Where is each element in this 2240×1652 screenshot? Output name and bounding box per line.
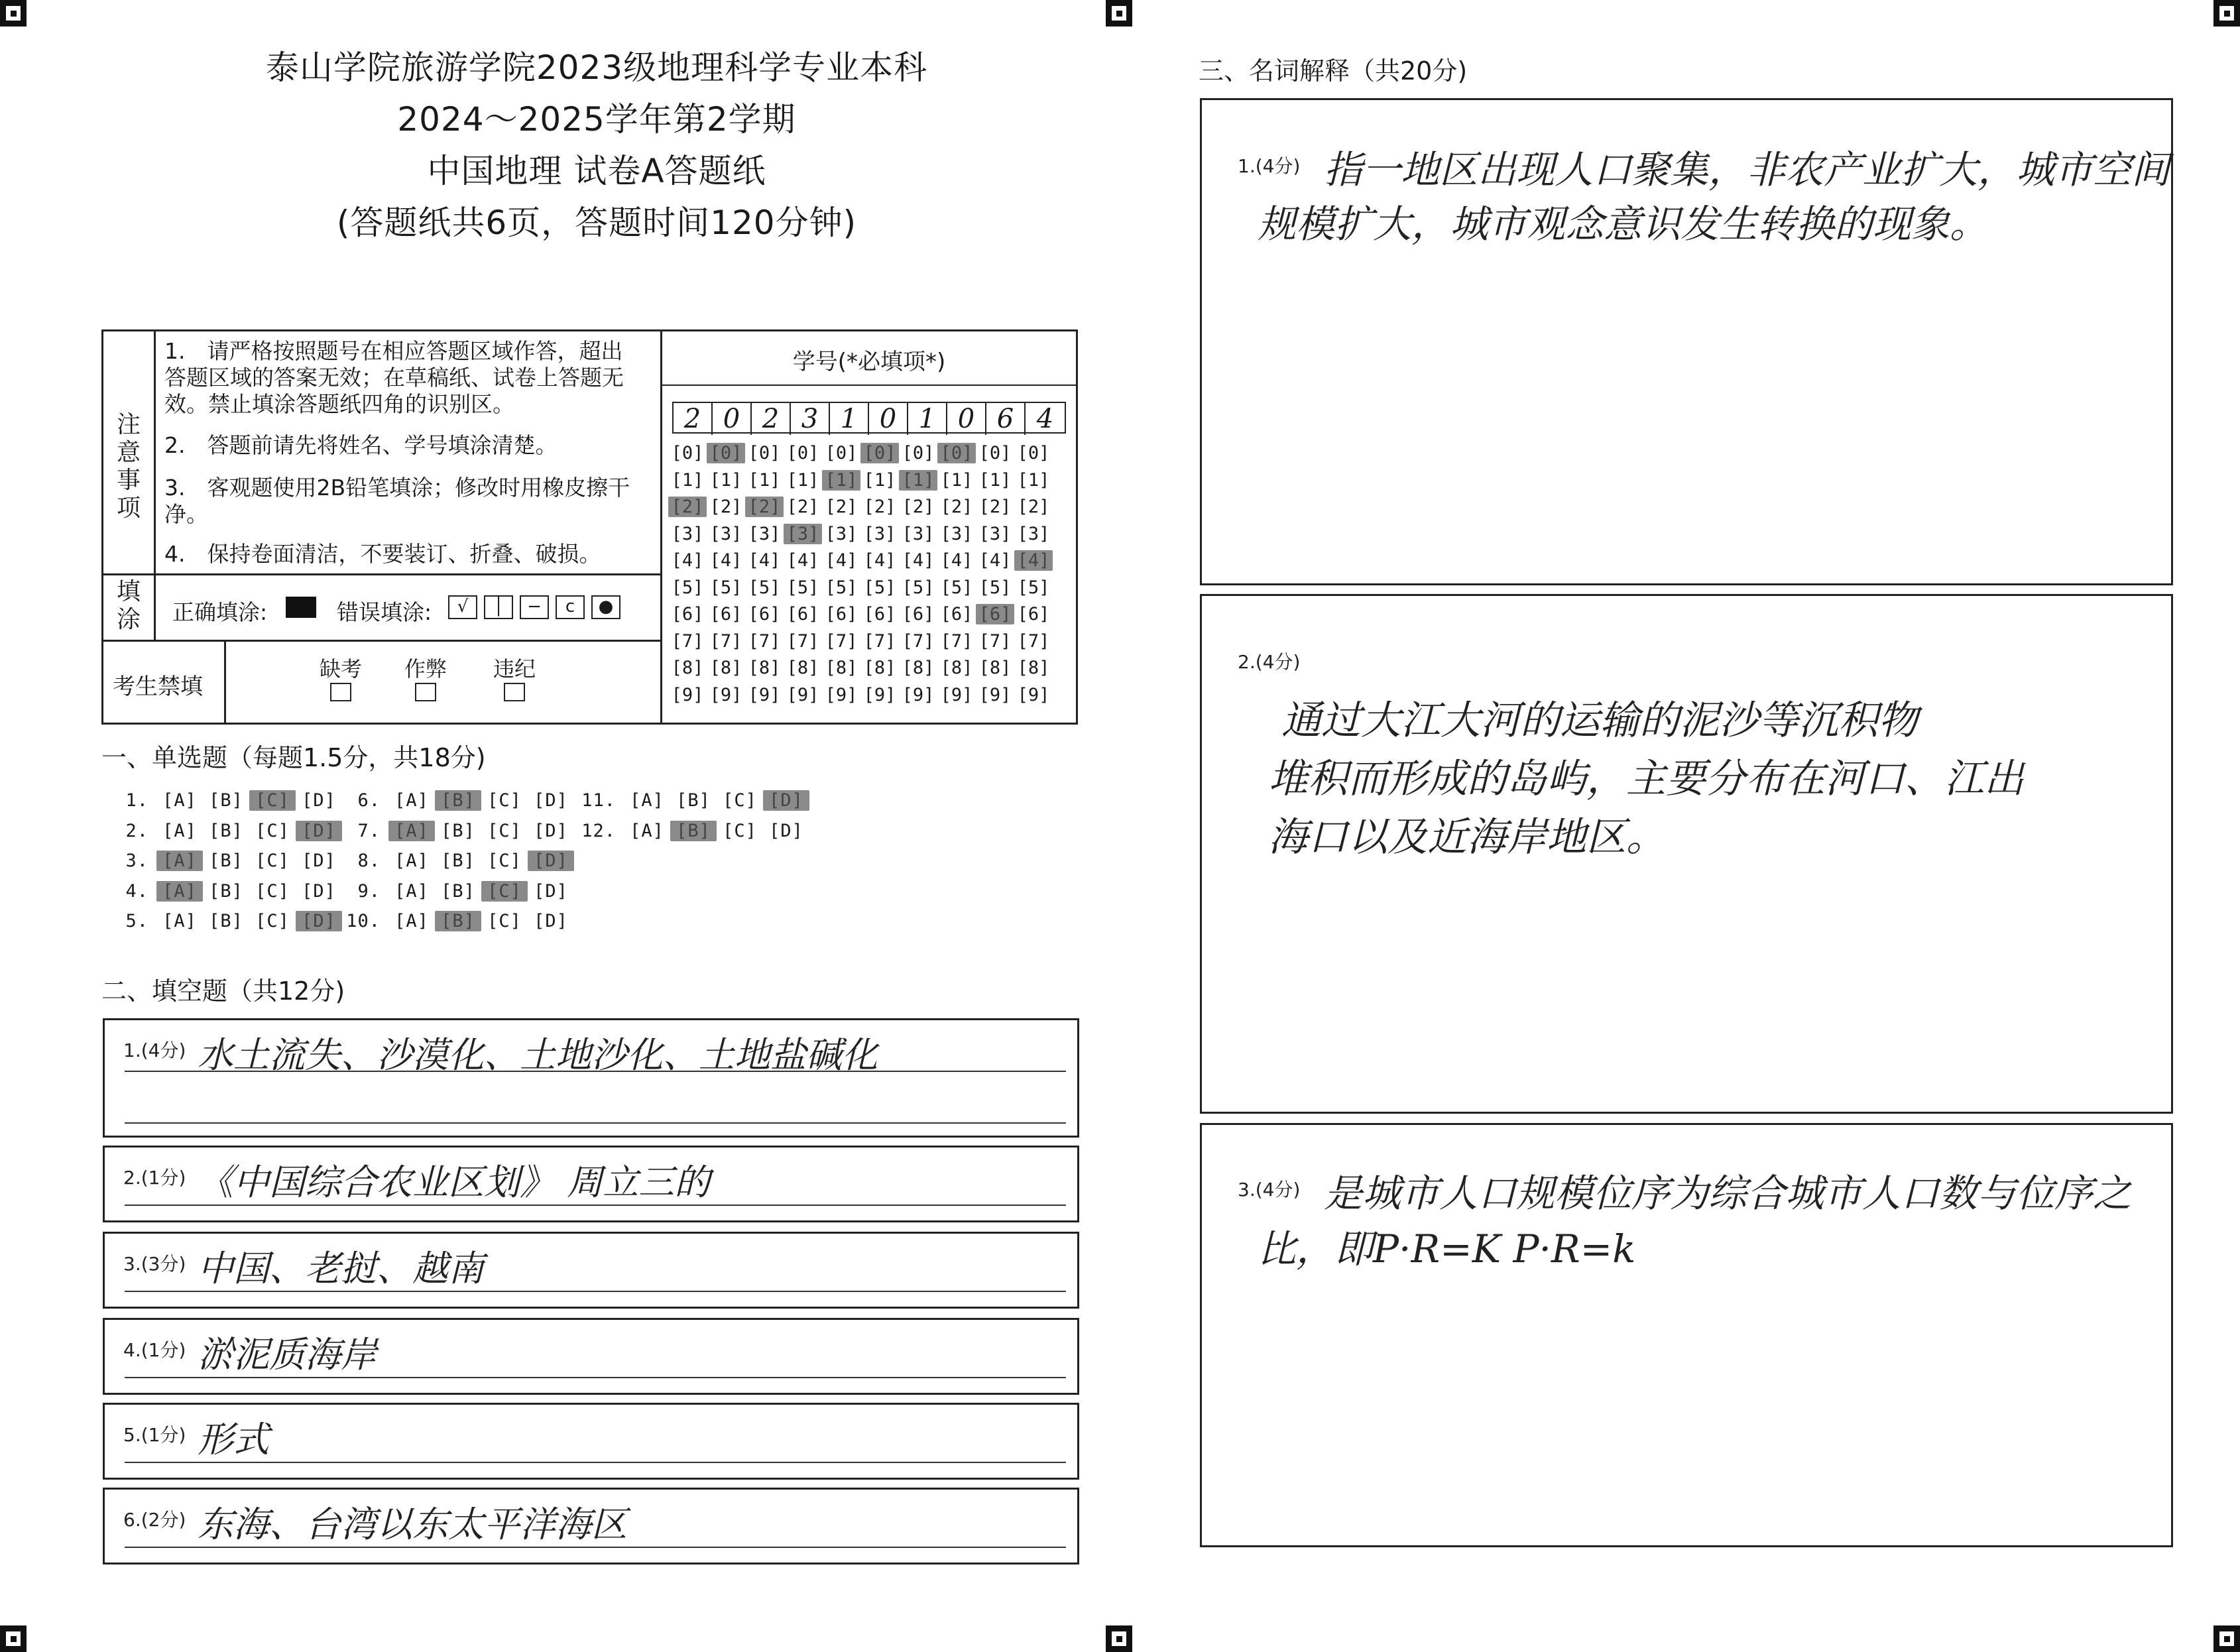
term-answer-label-1: 1.(4分) [1238,155,1301,177]
choice-question [113,881,342,902]
choice-option-c[interactable]: [C] [249,790,296,811]
choice-option-a[interactable]: [A] [394,880,429,902]
student-id-digit: 0 [947,403,986,435]
choice-option-a[interactable]: [A] [630,790,664,811]
choice-question-number: 1. [125,790,148,811]
choice-option-d[interactable]: [D] [296,911,342,931]
choice-question-number: 5. [125,911,148,931]
choice-option-b[interactable]: [B] [209,911,243,931]
fill-correct-sample [286,597,316,618]
student-id-bubble[interactable]: [2] [709,497,742,517]
student-id-bubble[interactable]: [9] [1017,684,1050,705]
student-id-bubble[interactable]: [4] [863,550,896,571]
term-answer-box-3[interactable] [1200,1123,2173,1547]
choice-question [113,790,342,811]
student-id-bubble[interactable]: [7] [863,630,896,652]
student-id-bubble[interactable]: [3] [940,523,973,544]
choice-option-a[interactable]: [A] [156,881,203,902]
fill-answer-text: 《中国综合农业区划》 周立三的 [198,1161,711,1203]
student-id-bubble[interactable]: [0] [978,443,1012,463]
term-answer-box-1[interactable] [1200,98,2173,585]
student-id-digit: 2 [752,403,791,435]
choice-option-c[interactable]: [C] [255,820,290,841]
choice-option-d[interactable]: [D] [763,790,809,811]
student-id-bubble[interactable]: [2] [1017,497,1050,517]
student-id-bubble[interactable]: [0] [825,443,858,463]
choice-question [345,851,574,871]
notice-item-1: 1. 请严格按照题号在相应答题区域作答，超出答题区域的答案无效；在草稿纸、试卷上答题无效。禁止填涂答题纸四角的识别区。 [164,338,624,417]
student-id-bubble[interactable]: [1] [940,469,973,491]
corner-mark-bottom-middle [1106,1625,1132,1652]
student-id-bubble[interactable]: [6] [1017,604,1050,624]
student-id-bubble[interactable]: [0] [1017,443,1050,463]
student-id-digit: 1 [830,403,869,435]
choice-question-number: 4. [125,880,148,902]
student-id-title: 学号(*必填项*) [792,349,946,375]
student-id-bubble[interactable]: [3] [825,523,858,544]
corner-mark-top-middle [1106,0,1132,27]
student-id-bubble[interactable]: [6] [825,604,858,624]
fill-answer-text: 水土流失、沙漠化、土地沙化、土地盐碱化 [198,1034,878,1076]
student-id-bubble-row [668,443,1073,470]
choice-option-c[interactable]: [C] [487,911,522,931]
cheat-checkbox[interactable] [415,683,436,701]
choice-question [345,821,574,841]
student-id-bubble[interactable]: [6] [671,604,704,624]
student-id-bubble[interactable]: [1] [899,470,937,491]
choice-option-d[interactable]: [D] [769,820,803,841]
student-id-bubble-row [668,685,1073,712]
student-id-bubble[interactable]: [9] [978,684,1012,705]
choice-option-c[interactable]: [C] [255,851,290,871]
choice-option-a[interactable]: [A] [394,911,429,931]
violation-option[interactable] [488,652,541,704]
student-id-bubble[interactable]: [0] [786,443,819,463]
choice-option-a[interactable]: [A] [156,851,203,871]
student-id-bubble[interactable]: [0] [707,443,745,463]
student-id-digit: 0 [713,403,752,435]
choice-option-d[interactable]: [D] [534,911,568,931]
student-id-bubble[interactable]: [5] [748,577,781,598]
choice-option-a[interactable]: [A] [630,820,664,841]
header-school: 泰山学院旅游学院2023级地理科学专业本科 [265,48,928,87]
student-id-bubble[interactable]: [4] [1014,550,1053,571]
choice-option-c[interactable]: [C] [487,790,522,811]
fill-answer-box[interactable] [103,1318,1079,1395]
student-id-bubble[interactable]: [3] [709,523,742,544]
student-id-bubble[interactable]: [8] [863,658,896,678]
student-id-bubble[interactable]: [5] [825,577,858,598]
student-id-bubble[interactable]: [1] [709,469,742,491]
cheat-option[interactable] [399,652,452,704]
student-id-bubble-row [668,497,1073,524]
corner-mark-top-left [0,0,27,27]
fill-answer-label: 6.(2分) [123,1509,186,1531]
choice-option-a[interactable]: [A] [388,821,435,841]
student-id-bubble[interactable]: [8] [786,658,819,678]
term-answer-text-1a: 指一地区出现人口聚集，非农产业扩大，城市空间 [1324,147,2170,192]
choice-option-c[interactable]: [C] [487,851,522,871]
fill-answer-label: 4.(1分) [123,1339,186,1361]
student-id-digit: 2 [674,403,713,435]
choice-option-d[interactable]: [D] [302,880,336,902]
student-id-bubble-row [668,658,1073,685]
student-id-bubble[interactable]: [4] [671,550,704,571]
student-id-bubble-row [668,470,1073,497]
notice-label: 注意事项 [116,411,141,522]
absent-option[interactable] [314,652,367,704]
fill-answer-text: 东海、台湾以东太平洋海区 [198,1504,627,1545]
wrong-mark-dot: ● [591,595,620,619]
choice-question-number: 10. [346,911,381,931]
student-id-bubble[interactable]: [4] [786,550,819,571]
choice-option-b[interactable]: [B] [209,820,243,841]
choice-option-d[interactable]: [D] [534,820,568,841]
choice-option-a[interactable]: [A] [394,790,429,811]
student-id-bubble[interactable]: [5] [709,577,742,598]
student-id-bubble-row [668,550,1073,577]
fill-wrong-samples [448,595,620,619]
student-id-bubble[interactable]: [0] [860,443,899,463]
term-answer-box-2[interactable] [1200,594,2173,1114]
term-answer-text-3b: 比，即P·R=K P·R=k [1258,1226,1636,1271]
student-id-bubble[interactable]: [7] [671,630,704,652]
student-id-bubble[interactable]: [8] [709,658,742,678]
student-id-bubble[interactable]: [4] [748,550,781,571]
student-id-bubble[interactable]: [3] [1017,523,1050,544]
fill-label: 填涂 [116,578,141,633]
section3-title: 三、名词解释（共20分) [1199,56,1468,86]
choice-question-number: 9. [357,880,381,902]
student-id-bubble[interactable]: [2] [745,497,784,517]
student-id-bubble[interactable]: [9] [863,684,896,705]
student-id-digit: 6 [986,403,1026,435]
student-id-bubble[interactable]: [7] [902,630,935,652]
student-id-bubble[interactable]: [9] [825,684,858,705]
section2-title: 二、填空题（共12分) [101,976,345,1006]
info-block [101,329,1078,725]
student-id-bubble-row [668,631,1073,658]
student-id-bubble[interactable]: [1] [863,469,896,491]
choice-question [345,881,574,902]
choice-option-a[interactable]: [A] [394,851,429,871]
student-id-bubble[interactable]: [1] [1017,469,1050,491]
choice-option-d[interactable]: [D] [296,821,342,841]
student-id-bubble[interactable]: [7] [940,630,973,652]
student-id-bubble[interactable]: [5] [940,577,973,598]
fill-correct-label: 正确填涂: [172,599,268,625]
wrong-mark-dash: − [520,595,549,619]
student-id-bubble[interactable]: [9] [902,684,935,705]
student-id-bubble[interactable]: [2] [668,497,707,517]
student-id-bubble[interactable]: [3] [863,523,896,544]
student-id-bubble[interactable]: [7] [748,630,781,652]
student-id-bubble[interactable]: [9] [709,684,742,705]
absent-label: 缺考 [319,656,362,681]
fill-answer-label: 1.(4分) [123,1039,186,1061]
notice-item-4: 4. 保持卷面清洁，不要装订、折叠、破损。 [164,541,601,567]
exam-status-label: 考生禁填 [113,674,203,700]
student-id-bubble[interactable]: [9] [940,684,973,705]
student-id-bubble[interactable]: [7] [825,630,858,652]
term-answer-text-2b: 堆积而形成的岛屿，主要分布在河口、江出 [1268,756,2024,802]
student-id-bubble[interactable]: [8] [748,658,781,678]
student-id-bubble[interactable]: [6] [976,604,1014,624]
choice-option-b[interactable]: [B] [676,790,711,811]
corner-mark-bottom-left [0,1625,27,1652]
student-id-bubble[interactable]: [5] [978,577,1012,598]
choice-option-b[interactable]: [B] [209,880,243,902]
student-id-bubble[interactable]: [3] [902,523,935,544]
student-id-bubble[interactable]: [5] [863,577,896,598]
student-id-digits [672,402,1066,434]
student-id-bubble[interactable]: [5] [671,577,704,598]
choice-option-b[interactable]: [B] [441,880,475,902]
notice-item-2: 2. 答题前请先将姓名、学号填涂清楚。 [164,432,558,458]
student-id-bubble[interactable]: [4] [940,550,973,571]
student-id-bubble[interactable]: [4] [978,550,1012,571]
student-id-digit: 1 [908,403,947,435]
choice-option-d[interactable]: [D] [528,851,574,871]
student-id-bubble[interactable]: [7] [786,630,819,652]
student-id-bubble[interactable]: [8] [825,658,858,678]
term-answer-label-2: 2.(4分) [1238,651,1301,673]
student-id-bubble[interactable]: [4] [709,550,742,571]
wrong-mark-check: √ [448,595,477,619]
violation-label: 违纪 [493,656,536,681]
choice-question [345,911,574,931]
student-id-digit: 0 [869,403,908,435]
student-id-bubble[interactable]: [2] [978,497,1012,517]
choice-question-number: 11. [581,790,616,811]
student-id-bubble[interactable]: [8] [1017,658,1050,678]
choice-option-b[interactable]: [B] [441,851,475,871]
corner-mark-bottom-right [2213,1625,2240,1652]
student-id-bubble[interactable]: [7] [978,630,1012,652]
choice-option-b[interactable]: [B] [209,790,243,811]
student-id-bubbles[interactable] [668,443,1073,711]
choice-option-a[interactable]: [A] [162,820,197,841]
header-paper-title: 中国地理 试卷A答题纸 [427,152,766,190]
cheat-label: 作弊 [404,656,447,681]
student-id-bubble[interactable]: [6] [940,604,973,624]
student-id-bubble[interactable]: [6] [709,604,742,624]
choice-question [113,821,342,841]
choice-option-a[interactable]: [A] [162,911,197,931]
student-id-bubble[interactable]: [0] [748,443,781,463]
student-id-bubble[interactable]: [0] [671,443,704,463]
choice-option-b[interactable]: [B] [435,790,481,811]
choice-question [580,821,809,841]
choice-option-c[interactable]: [C] [723,820,757,841]
student-id-bubble[interactable]: [5] [786,577,819,598]
student-id-bubble[interactable]: [8] [978,658,1012,678]
student-id-bubble-row [668,577,1073,605]
fill-answer-box[interactable] [103,1488,1079,1564]
student-id-bubble[interactable]: [6] [863,604,896,624]
student-id-bubble[interactable]: [1] [671,469,704,491]
student-id-bubble[interactable]: [1] [978,469,1012,491]
fill-answer-box[interactable] [103,1232,1079,1309]
fill-answer-text: 形式 [198,1419,269,1460]
fill-answer-label: 5.(1分) [123,1424,186,1446]
student-id-bubble[interactable]: [1] [822,470,860,491]
choice-option-c[interactable]: [C] [481,881,528,902]
student-id-bubble[interactable]: [1] [786,469,819,491]
header-info: (答题纸共6页，答题时间120分钟) [336,204,857,242]
student-id-bubble[interactable]: [3] [748,523,781,544]
choice-question-number: 3. [125,851,148,871]
student-id-bubble[interactable]: [6] [902,604,935,624]
student-id-bubble[interactable]: [2] [902,497,935,517]
absent-checkbox[interactable] [330,683,351,701]
choice-option-d[interactable]: [D] [534,790,568,811]
student-id-bubble[interactable]: [8] [671,658,704,678]
student-id-digit: 3 [791,403,830,435]
fill-answer-text: 中国、老挝、越南 [198,1248,484,1289]
student-id-digit: 4 [1036,404,1054,434]
student-id-bubble[interactable]: [4] [825,550,858,571]
term-answer-label-3: 3.(4分) [1238,1179,1301,1201]
choice-question-number: 8. [357,851,381,871]
student-id-bubble[interactable]: [2] [940,497,973,517]
student-id-bubble[interactable]: [0] [902,443,935,463]
choice-question [580,790,809,811]
fill-answer-box[interactable] [103,1146,1079,1222]
student-id-bubble[interactable]: [6] [748,604,781,624]
fill-answer-label: 3.(3分) [123,1253,186,1275]
term-answer-text-3a: 是城市人口规模位序为综合城市人口数与位序之 [1324,1171,2132,1216]
student-id-bubble[interactable]: [3] [784,524,822,544]
choice-question-number: 6. [357,790,381,811]
student-id-bubble[interactable]: [0] [937,443,976,463]
student-id-bubble[interactable]: [4] [902,550,935,571]
student-id-bubble[interactable]: [7] [1017,630,1050,652]
fill-answer-label: 2.(1分) [123,1167,186,1189]
fill-answer-box[interactable] [103,1018,1079,1138]
term-answer-text-2c: 海口以及近海岸地区。 [1268,814,1666,860]
corner-mark-top-right [2213,0,2240,27]
choice-option-b[interactable]: [B] [435,911,481,931]
notice-item-3: 3. 客观题使用2B铅笔填涂；修改时用橡皮擦干净。 [164,475,630,527]
choice-option-b[interactable]: [B] [209,851,243,871]
choice-option-d[interactable]: [D] [302,790,336,811]
student-id-bubble[interactable]: [5] [1017,577,1050,598]
student-id-bubble[interactable]: [2] [863,497,896,517]
choice-option-c[interactable]: [C] [723,790,757,811]
answer-line [125,1122,1066,1124]
student-id-bubble-row [668,604,1073,631]
student-id-bubble[interactable]: [9] [748,684,781,705]
student-id-bubble[interactable]: [5] [902,577,935,598]
student-id-bubble[interactable]: [9] [671,684,704,705]
fill-wrong-label: 错误填涂: [337,599,432,625]
student-id-bubble[interactable]: [7] [709,630,742,652]
choice-option-c[interactable]: [C] [255,880,290,902]
choice-question-number: 2. [125,820,148,841]
student-id-bubble[interactable]: [3] [978,523,1012,544]
choice-option-a[interactable]: [A] [162,790,197,811]
fill-answer-text: 淤泥质海岸 [198,1334,377,1376]
header-term: 2024～2025学年第2学期 [397,100,796,139]
violation-checkbox[interactable] [504,683,525,701]
choice-question [113,911,342,931]
choice-question-number: 7. [357,820,381,841]
choice-option-b[interactable]: [B] [670,821,717,841]
student-id-bubble[interactable]: [3] [671,523,704,544]
student-id-bubble[interactable]: [8] [902,658,935,678]
choice-question [113,851,342,871]
student-id-bubble[interactable]: [6] [786,604,819,624]
student-id-bubble[interactable]: [2] [825,497,858,517]
wrong-mark-circle: c [556,595,585,619]
choice-option-c[interactable]: [C] [487,820,522,841]
choice-option-b[interactable]: [B] [441,820,475,841]
student-id-bubble[interactable]: [1] [748,469,781,491]
choice-option-d[interactable]: [D] [534,880,568,902]
term-answer-text-2a: 通过大江大河的运输的泥沙等沉积物 [1281,697,1918,744]
student-id-bubble[interactable]: [2] [786,497,819,517]
choice-question [345,790,574,811]
student-id-bubble[interactable]: [9] [786,684,819,705]
section1-title: 一、单选题（每题1.5分，共18分) [101,743,486,772]
student-id-bubble[interactable]: [8] [940,658,973,678]
choice-option-c[interactable]: [C] [255,911,290,931]
choice-question-number: 12. [581,820,616,841]
wrong-mark-bar: │ [484,595,513,619]
student-id-bubble-row [668,524,1073,551]
fill-answer-box[interactable] [103,1403,1079,1480]
term-answer-text-1b: 规模扩大，城市观念意识发生转换的现象。 [1258,202,1989,247]
choice-option-d[interactable]: [D] [302,851,336,871]
